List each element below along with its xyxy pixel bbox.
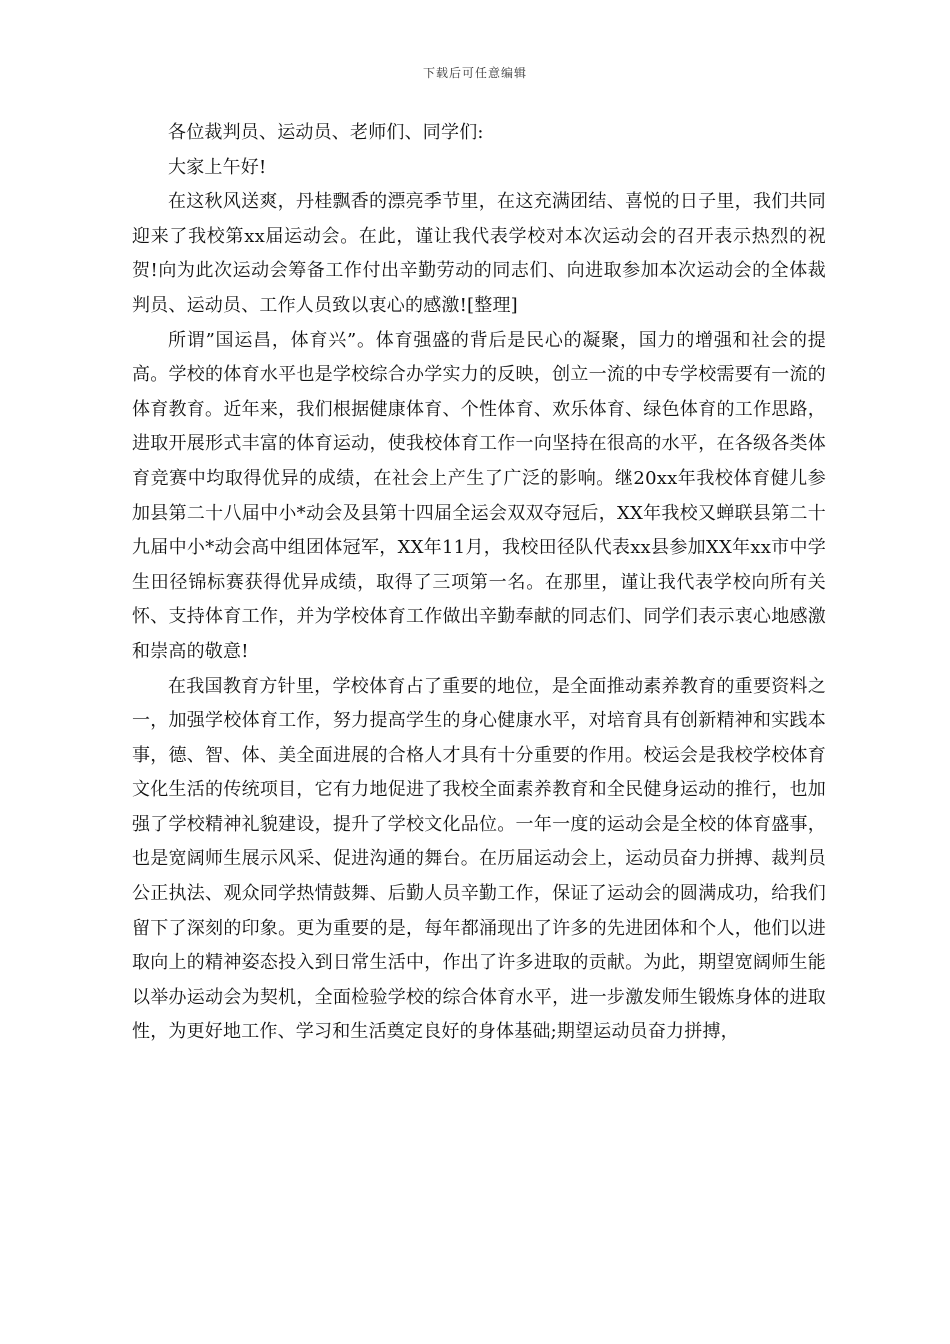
salutation: 各位裁判员、运动员、老师们、同学们: [168,122,484,143]
document-body [132,116,826,1050]
page-header: 下载后可任意编辑 [422,66,527,80]
paragraph-sports-achievements: 所谓”国运昌，体育兴”。体育强盛的背后是民心的凝聚，国力的增强和社会的提高。学校的体育水平也是学校综合办学实力的反映，创立一流的中专学校需要有一流的体育教育。近年来，我们根据健康体育、个性体育、欢乐体育、绿色体育的工作思路，进取开展形式丰富的体育运动，使我校体育工作一向坚持在很高的水平，在各级各类体育竞赛中均取得优异的成绩，在社会上产生了广泛的影响。继20xx年我校体育健儿参加县第二十八届中小*动会及县第十四届全运会双双夺冠后，XX年我校又蝉联县第二十九届中小*动会高中组团体冠军，XX年11月，我校田径队代表xx县参加XX年xx市中学生田径锦标赛获得优异成绩，取得了三项第一名。在那里，谨让我代表学校向所有关怀、支持体育工作，并为学校体育工作做出辛勤奉献的同志们、同学们表示衷心地感激和崇高的敬意! [132,329,826,662]
greeting: 大家上午好! [168,156,267,178]
paragraph-opening: 在这秋风送爽，丹桂飘香的漂亮季节里，在这充满团结、喜悦的日子里，我们共同迎来了我校第xx届运动会。在此，谨让我代表学校对本次运动会的召开表示热烈的祝贺!向为此次运动会筹备工作付出辛勤劳动的同志们、向进取参加本次运动会的全体裁判员、运动员、工作人员致以衷心的感激![整理] [132,191,826,316]
paragraph-sports-meet-significance: 在我国教育方针里，学校体育占了重要的地位，是全面推动素养教育的重要资料之一，加强学校体育工作，努力提高学生的身心健康水平，对培育具有创新精神和实践本事，德、智、体、美全面进展的合格人才具有十分重要的作用。校运会是我校学校体育文化生活的传统项目，它有力地促进了我校全面素养教育和全民健身运动的推行，也加强了学校精神礼貌建设，提升了学校文化品位。一年一度的运动会是全校的体育盛事，也是宽阔师生展示风采、促进沟通的舞台。在历届运动会上，运动员奋力拼搏、裁判员公正执法、观众同学热情鼓舞、后勤人员辛勤工作，保证了运动会的圆满成功，给我们留下了深刻的印象。更为重要的是，每年都涌现出了许多的先进团体和个人，他们以进取向上的精神姿态投入到日常生活中，作出了许多进取的贡献。为此，期望宽阔师生能以举办运动会为契机，全面检验学校的综合体育水平，进一步激发师生锻炼身体的进取性，为更好地工作、学习和生活奠定良好的身体基础;期望运动员奋力拼搏， [132,675,826,1043]
